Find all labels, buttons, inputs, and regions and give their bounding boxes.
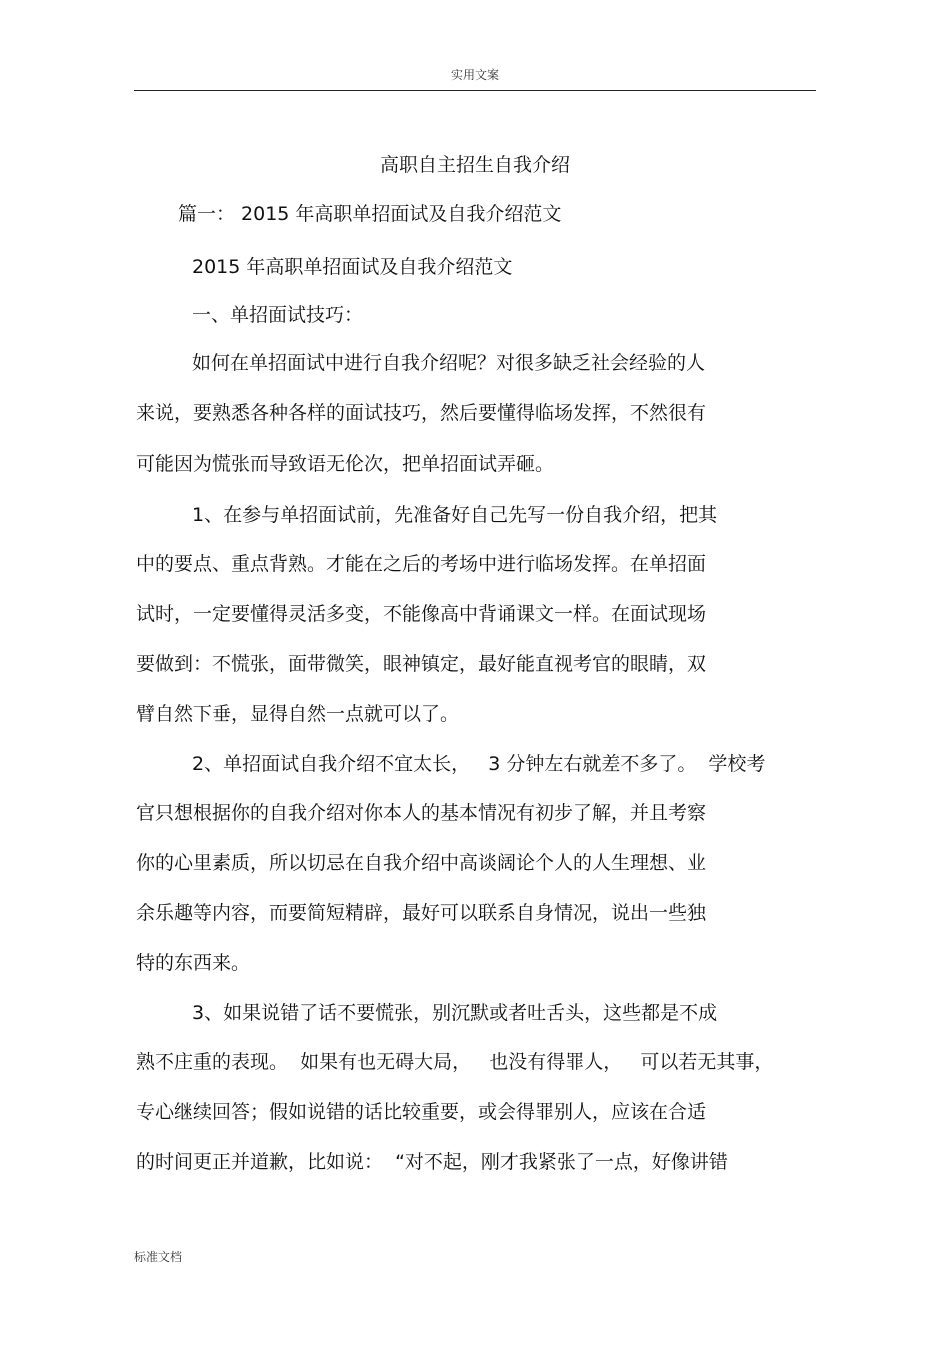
section-heading: 篇一： 2015 年高职单招面试及自我介绍范文 bbox=[178, 203, 562, 225]
paragraph-line: 如何在单招面试中进行自我介绍呢？对很多缺乏社会经验的人 bbox=[192, 352, 706, 374]
paragraph-line: 你的心里素质，所以切忌在自我介绍中高谈阔论个人的人生理想、业 bbox=[136, 852, 707, 874]
paragraph-line: 2、单招面试自我介绍不宜太长， 3 分钟左右就差不多了。 学校考 bbox=[192, 753, 766, 775]
paragraph-line: 要做到：不慌张，面带微笑，眼神镇定，最好能直视考官的眼睛，双 bbox=[136, 653, 707, 675]
header-divider bbox=[134, 90, 816, 91]
subheading: 2015 年高职单招面试及自我介绍范文 bbox=[192, 256, 513, 278]
paragraph-line: 的时间更正并道歉，比如说： “对不起，刚才我紧张了一点，好像讲错 bbox=[136, 1151, 728, 1173]
paragraph-line: 中的要点、重点背熟。才能在之后的考场中进行临场发挥。在单招面 bbox=[136, 553, 707, 575]
paragraph-line: 3、如果说错了话不要慌张，别沉默或者吐舌头，这些都是不成 bbox=[192, 1002, 718, 1024]
page-header: 实用文案 bbox=[450, 68, 499, 82]
paragraph-line: 专心继续回答；假如说错的话比较重要，或会得罪别人，应该在合适 bbox=[136, 1101, 707, 1123]
paragraph-line: 来说，要熟悉各种各样的面试技巧，然后要懂得临场发挥，不然很有 bbox=[136, 402, 707, 424]
paragraph-line: 熟不庄重的表现。 如果有也无碍大局， 也没有得罪人， 可以若无其事， bbox=[136, 1051, 774, 1073]
document-title: 高职自主招生自我介绍 bbox=[379, 154, 570, 176]
subsection-heading: 一、单招面试技巧： bbox=[192, 304, 364, 326]
page-footer: 标准文档 bbox=[134, 1250, 183, 1264]
paragraph-line: 可能因为慌张而导致语无伦次，把单招面试弄砸。 bbox=[136, 453, 555, 475]
paragraph-line: 臂自然下垂，显得自然一点就可以了。 bbox=[136, 703, 460, 725]
paragraph-line: 余乐趣等内容，而要简短精辟，最好可以联系自身情况，说出一些独 bbox=[136, 902, 707, 924]
paragraph-line: 特的东西来。 bbox=[136, 952, 251, 974]
paragraph-line: 官只想根据你的自我介绍对你本人的基本情况有初步了解，并且考察 bbox=[136, 802, 707, 824]
paragraph-line: 试时，一定要懂得灵活多变，不能像高中背诵课文一样。在面试现场 bbox=[136, 603, 707, 625]
paragraph-line: 1、在参与单招面试前，先准备好自己先写一份自我介绍，把其 bbox=[192, 504, 718, 526]
